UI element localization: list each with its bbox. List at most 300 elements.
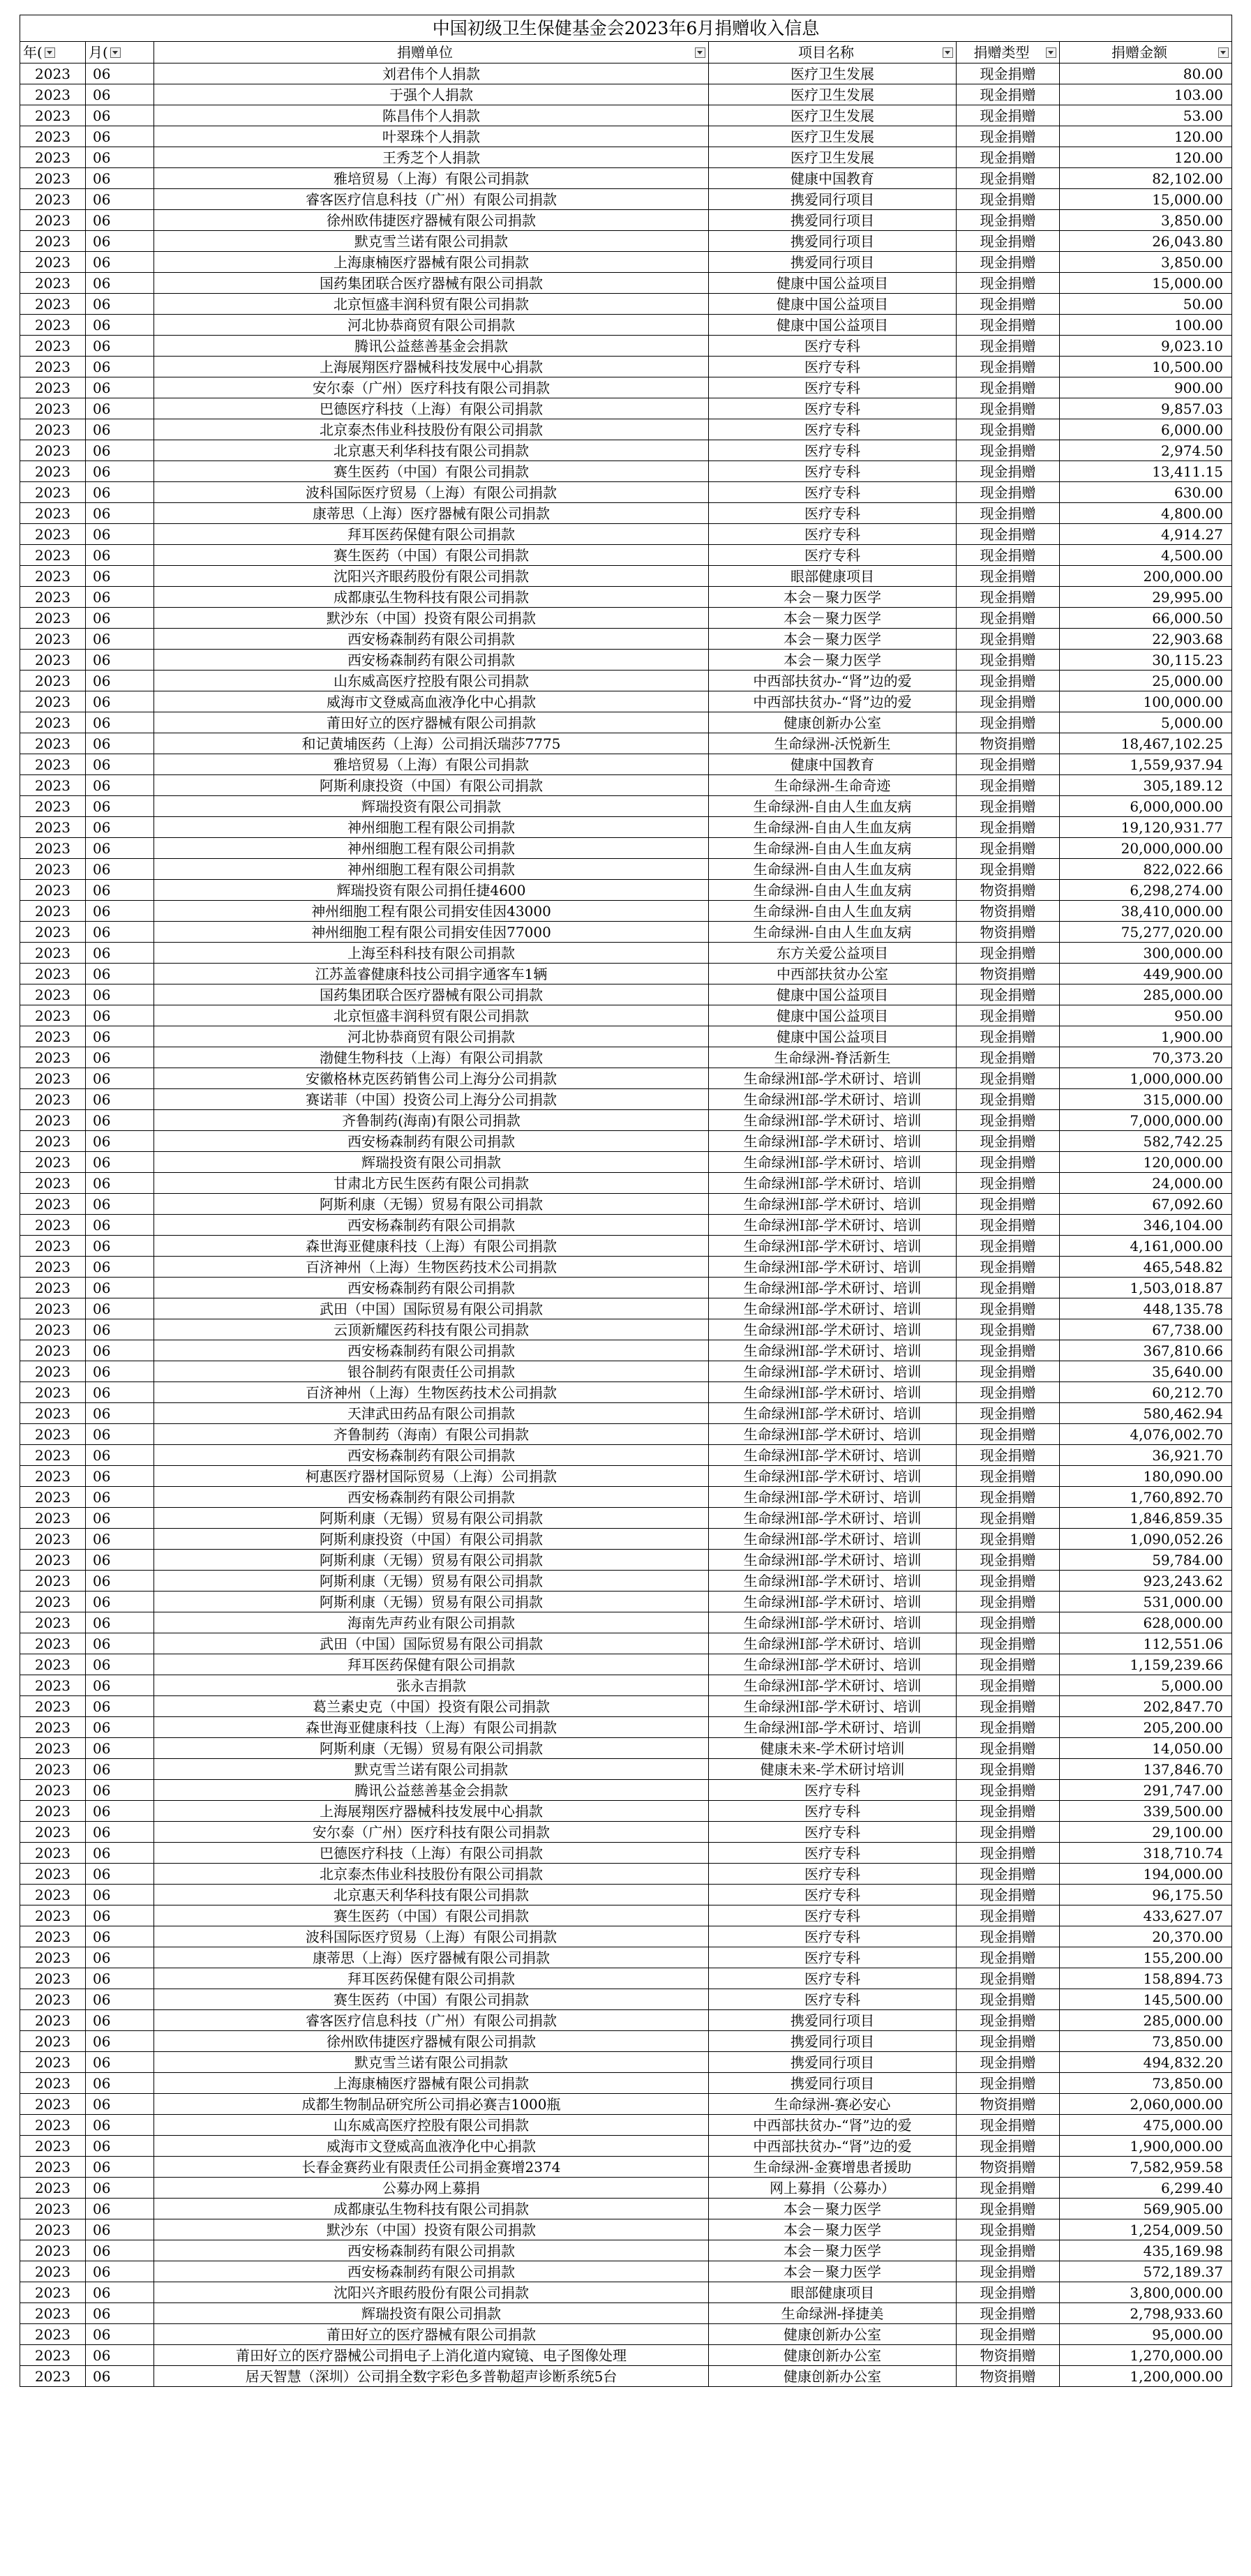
cell-type[interactable]: 现金捐赠 [957, 1278, 1060, 1298]
cell-year[interactable]: 2023 [20, 252, 86, 273]
cell-amount[interactable]: 59,784.00 [1060, 1550, 1232, 1571]
cell-type[interactable]: 现金捐赠 [957, 1173, 1060, 1194]
cell-year[interactable]: 2023 [20, 1780, 86, 1801]
cell-year[interactable]: 2023 [20, 796, 86, 817]
cell-year[interactable]: 2023 [20, 2282, 86, 2303]
cell-month[interactable]: 06 [86, 1926, 154, 1947]
cell-month[interactable]: 06 [86, 377, 154, 398]
cell-donor[interactable]: 默克雪兰诺有限公司捐款 [154, 1759, 709, 1780]
cell-amount[interactable]: 75,277,020.00 [1060, 922, 1232, 943]
cell-donor[interactable]: 神州细胞工程有限公司捐款 [154, 817, 709, 838]
cell-amount[interactable]: 5,000.00 [1060, 1675, 1232, 1696]
cell-project[interactable]: 本会－聚力医学 [709, 629, 957, 650]
cell-month[interactable]: 06 [86, 2115, 154, 2136]
cell-project[interactable]: 医疗专科 [709, 1905, 957, 1926]
cell-project[interactable]: 医疗专科 [709, 482, 957, 503]
cell-month[interactable]: 06 [86, 1131, 154, 1152]
cell-month[interactable]: 06 [86, 1801, 154, 1822]
table-row[interactable] [20, 2073, 1232, 2094]
table-row[interactable] [20, 398, 1232, 419]
cell-amount[interactable]: 120.00 [1060, 126, 1232, 147]
cell-year[interactable]: 2023 [20, 1236, 86, 1257]
cell-month[interactable]: 06 [86, 398, 154, 419]
cell-project[interactable]: 生命绿洲-脊活新生 [709, 1047, 957, 1068]
table-row[interactable] [20, 336, 1232, 357]
table-row[interactable] [20, 2324, 1232, 2345]
table-row[interactable] [20, 1110, 1232, 1131]
cell-year[interactable]: 2023 [20, 2031, 86, 2052]
table-row[interactable] [20, 1089, 1232, 1110]
cell-donor[interactable]: 北京惠天利华科技有限公司捐款 [154, 440, 709, 461]
cell-type[interactable]: 现金捐赠 [957, 357, 1060, 377]
table-row[interactable] [20, 357, 1232, 377]
cell-donor[interactable]: 公募办网上募捐 [154, 2178, 709, 2199]
cell-donor[interactable]: 西安杨森制药有限公司捐款 [154, 1131, 709, 1152]
cell-year[interactable]: 2023 [20, 1864, 86, 1885]
cell-type[interactable]: 现金捐赠 [957, 2073, 1060, 2094]
cell-type[interactable]: 现金捐赠 [957, 1675, 1060, 1696]
cell-amount[interactable]: 200,000.00 [1060, 566, 1232, 587]
cell-month[interactable]: 06 [86, 1843, 154, 1864]
cell-year[interactable]: 2023 [20, 1361, 86, 1382]
cell-month[interactable]: 06 [86, 587, 154, 608]
cell-month[interactable]: 06 [86, 1968, 154, 1989]
cell-project[interactable]: 携爱同行项目 [709, 210, 957, 231]
cell-project[interactable]: 生命绿洲Ⅰ部-学术研讨、培训 [709, 1529, 957, 1550]
cell-amount[interactable]: 2,060,000.00 [1060, 2094, 1232, 2115]
table-row[interactable] [20, 1947, 1232, 1968]
cell-year[interactable]: 2023 [20, 1885, 86, 1905]
cell-month[interactable]: 06 [86, 608, 154, 629]
cell-type[interactable]: 现金捐赠 [957, 1487, 1060, 1508]
cell-project[interactable]: 医疗专科 [709, 357, 957, 377]
table-row[interactable] [20, 1340, 1232, 1361]
cell-month[interactable]: 06 [86, 1885, 154, 1905]
cell-donor[interactable]: 阿斯利康投资（中国）有限公司捐款 [154, 775, 709, 796]
cell-type[interactable]: 现金捐赠 [957, 1926, 1060, 1947]
cell-donor[interactable]: 莆田好立的医疗器械有限公司捐款 [154, 712, 709, 733]
cell-amount[interactable]: 13,411.15 [1060, 461, 1232, 482]
cell-project[interactable]: 健康中国公益项目 [709, 294, 957, 315]
cell-project[interactable]: 医疗专科 [709, 461, 957, 482]
cell-month[interactable]: 06 [86, 2366, 154, 2387]
cell-year[interactable]: 2023 [20, 273, 86, 294]
cell-amount[interactable]: 628,000.00 [1060, 1612, 1232, 1633]
cell-amount[interactable]: 4,914.27 [1060, 524, 1232, 545]
cell-project[interactable]: 生命绿洲-自由人生血友病 [709, 922, 957, 943]
cell-amount[interactable]: 145,500.00 [1060, 1989, 1232, 2010]
cell-type[interactable]: 现金捐赠 [957, 1633, 1060, 1654]
table-row[interactable] [20, 712, 1232, 733]
cell-type[interactable]: 现金捐赠 [957, 1550, 1060, 1571]
cell-type[interactable]: 现金捐赠 [957, 2010, 1060, 2031]
cell-month[interactable]: 06 [86, 1780, 154, 1801]
cell-month[interactable]: 06 [86, 2199, 154, 2219]
cell-project[interactable]: 医疗专科 [709, 1864, 957, 1885]
cell-amount[interactable]: 1,900.00 [1060, 1026, 1232, 1047]
table-row[interactable] [20, 1215, 1232, 1236]
cell-type[interactable]: 现金捐赠 [957, 545, 1060, 566]
cell-amount[interactable]: 73,850.00 [1060, 2031, 1232, 2052]
cell-amount[interactable]: 194,000.00 [1060, 1864, 1232, 1885]
cell-month[interactable]: 06 [86, 1278, 154, 1298]
cell-type[interactable]: 现金捐赠 [957, 587, 1060, 608]
cell-donor[interactable]: 辉瑞投资有限公司捐款 [154, 2303, 709, 2324]
header-amount[interactable]: 捐赠金额 [1060, 42, 1232, 63]
cell-month[interactable]: 06 [86, 922, 154, 943]
cell-year[interactable]: 2023 [20, 1068, 86, 1089]
cell-year[interactable]: 2023 [20, 2073, 86, 2094]
cell-donor[interactable]: 上海展翔医疗器械科技发展中心捐款 [154, 1801, 709, 1822]
table-row[interactable] [20, 1257, 1232, 1278]
cell-type[interactable]: 现金捐赠 [957, 1215, 1060, 1236]
cell-project[interactable]: 健康未来-学术研讨培训 [709, 1738, 957, 1759]
table-row[interactable] [20, 2240, 1232, 2261]
cell-year[interactable]: 2023 [20, 984, 86, 1005]
table-row[interactable] [20, 1487, 1232, 1508]
header-month[interactable]: 月( [86, 42, 154, 63]
table-row[interactable] [20, 1612, 1232, 1633]
cell-project[interactable]: 中西部扶贫办-“肾”边的爱 [709, 2136, 957, 2157]
cell-project[interactable]: 生命绿洲Ⅰ部-学术研讨、培训 [709, 1173, 957, 1194]
cell-donor[interactable]: 辉瑞投资有限公司捐款 [154, 796, 709, 817]
cell-amount[interactable]: 1,200,000.00 [1060, 2366, 1232, 2387]
cell-month[interactable]: 06 [86, 2157, 154, 2178]
cell-month[interactable]: 06 [86, 84, 154, 105]
cell-donor[interactable]: 神州细胞工程有限公司捐款 [154, 838, 709, 859]
cell-donor[interactable]: 国药集团联合医疗器械有限公司捐款 [154, 273, 709, 294]
cell-project[interactable]: 医疗卫生发展 [709, 126, 957, 147]
cell-year[interactable]: 2023 [20, 1926, 86, 1947]
cell-year[interactable]: 2023 [20, 503, 86, 524]
cell-project[interactable]: 生命绿洲Ⅰ部-学术研讨、培训 [709, 1571, 957, 1592]
cell-project[interactable]: 生命绿洲-自由人生血友病 [709, 838, 957, 859]
cell-month[interactable]: 06 [86, 168, 154, 189]
table-row[interactable] [20, 1445, 1232, 1466]
table-row[interactable] [20, 440, 1232, 461]
cell-amount[interactable]: 67,092.60 [1060, 1194, 1232, 1215]
cell-year[interactable]: 2023 [20, 315, 86, 336]
table-row[interactable] [20, 587, 1232, 608]
cell-type[interactable]: 现金捐赠 [957, 1864, 1060, 1885]
cell-project[interactable]: 生命绿洲Ⅰ部-学术研讨、培训 [709, 1466, 957, 1487]
cell-type[interactable]: 现金捐赠 [957, 650, 1060, 671]
cell-type[interactable]: 现金捐赠 [957, 419, 1060, 440]
cell-amount[interactable]: 569,905.00 [1060, 2199, 1232, 2219]
cell-donor[interactable]: 辉瑞投资有限公司捐款 [154, 1152, 709, 1173]
cell-amount[interactable]: 29,100.00 [1060, 1822, 1232, 1843]
table-row[interactable] [20, 691, 1232, 712]
cell-month[interactable]: 06 [86, 1989, 154, 2010]
cell-donor[interactable]: 赛生医药（中国）有限公司捐款 [154, 1989, 709, 2010]
cell-type[interactable]: 现金捐赠 [957, 336, 1060, 357]
cell-month[interactable]: 06 [86, 2052, 154, 2073]
cell-year[interactable]: 2023 [20, 2010, 86, 2031]
cell-month[interactable]: 06 [86, 817, 154, 838]
filter-dropdown-icon[interactable] [695, 47, 705, 58]
cell-year[interactable]: 2023 [20, 901, 86, 922]
table-row[interactable] [20, 1759, 1232, 1780]
cell-year[interactable]: 2023 [20, 629, 86, 650]
cell-type[interactable]: 现金捐赠 [957, 1885, 1060, 1905]
cell-month[interactable]: 06 [86, 1738, 154, 1759]
cell-amount[interactable]: 25,000.00 [1060, 671, 1232, 691]
cell-project[interactable]: 本会－聚力医学 [709, 587, 957, 608]
cell-month[interactable]: 06 [86, 440, 154, 461]
cell-year[interactable]: 2023 [20, 1466, 86, 1487]
cell-type[interactable]: 现金捐赠 [957, 2115, 1060, 2136]
cell-amount[interactable]: 70,373.20 [1060, 1047, 1232, 1068]
cell-donor[interactable]: 武田（中国）国际贸易有限公司捐款 [154, 1298, 709, 1319]
cell-amount[interactable]: 1,559,937.94 [1060, 754, 1232, 775]
cell-year[interactable]: 2023 [20, 84, 86, 105]
cell-project[interactable]: 眼部健康项目 [709, 2282, 957, 2303]
cell-month[interactable]: 06 [86, 1864, 154, 1885]
cell-type[interactable]: 现金捐赠 [957, 1047, 1060, 1068]
cell-donor[interactable]: 沈阳兴齐眼药股份有限公司捐款 [154, 566, 709, 587]
cell-type[interactable]: 现金捐赠 [957, 1403, 1060, 1424]
cell-month[interactable]: 06 [86, 1236, 154, 1257]
cell-donor[interactable]: 北京泰杰伟业科技股份有限公司捐款 [154, 419, 709, 440]
cell-project[interactable]: 医疗专科 [709, 1926, 957, 1947]
table-row[interactable] [20, 1885, 1232, 1905]
cell-type[interactable]: 现金捐赠 [957, 1152, 1060, 1173]
table-row[interactable] [20, 1152, 1232, 1173]
cell-project[interactable]: 医疗专科 [709, 1989, 957, 2010]
cell-type[interactable]: 现金捐赠 [957, 1319, 1060, 1340]
cell-project[interactable]: 生命绿洲Ⅰ部-学术研讨、培训 [709, 1487, 957, 1508]
cell-amount[interactable]: 923,243.62 [1060, 1571, 1232, 1592]
cell-amount[interactable]: 67,738.00 [1060, 1319, 1232, 1340]
cell-month[interactable]: 06 [86, 1717, 154, 1738]
cell-amount[interactable]: 6,298,274.00 [1060, 880, 1232, 901]
cell-month[interactable]: 06 [86, 1089, 154, 1110]
cell-amount[interactable]: 15,000.00 [1060, 273, 1232, 294]
cell-project[interactable]: 医疗专科 [709, 1801, 957, 1822]
cell-year[interactable]: 2023 [20, 210, 86, 231]
cell-amount[interactable]: 112,551.06 [1060, 1633, 1232, 1654]
cell-type[interactable]: 现金捐赠 [957, 524, 1060, 545]
cell-month[interactable]: 06 [86, 859, 154, 880]
table-row[interactable] [20, 126, 1232, 147]
cell-type[interactable]: 现金捐赠 [957, 1340, 1060, 1361]
cell-amount[interactable]: 339,500.00 [1060, 1801, 1232, 1822]
cell-type[interactable]: 现金捐赠 [957, 1780, 1060, 1801]
cell-year[interactable]: 2023 [20, 608, 86, 629]
cell-donor[interactable]: 于强个人捐款 [154, 84, 709, 105]
cell-year[interactable]: 2023 [20, 545, 86, 566]
cell-amount[interactable]: 6,299.40 [1060, 2178, 1232, 2199]
cell-donor[interactable]: 拜耳医药保健有限公司捐款 [154, 1968, 709, 1989]
table-row[interactable] [20, 775, 1232, 796]
cell-donor[interactable]: 山东威高医疗控股有限公司捐款 [154, 2115, 709, 2136]
cell-month[interactable]: 06 [86, 2324, 154, 2345]
cell-project[interactable]: 医疗卫生发展 [709, 63, 957, 84]
cell-type[interactable]: 现金捐赠 [957, 126, 1060, 147]
cell-year[interactable]: 2023 [20, 1675, 86, 1696]
cell-month[interactable]: 06 [86, 1445, 154, 1466]
cell-month[interactable]: 06 [86, 357, 154, 377]
cell-year[interactable]: 2023 [20, 1801, 86, 1822]
cell-amount[interactable]: 82,102.00 [1060, 168, 1232, 189]
table-row[interactable] [20, 566, 1232, 587]
table-row[interactable] [20, 1571, 1232, 1592]
cell-type[interactable]: 现金捐赠 [957, 1571, 1060, 1592]
cell-project[interactable]: 生命绿洲Ⅰ部-学术研讨、培训 [709, 1612, 957, 1633]
table-row[interactable] [20, 650, 1232, 671]
cell-month[interactable]: 06 [86, 566, 154, 587]
cell-project[interactable]: 生命绿洲Ⅰ部-学术研讨、培训 [709, 1236, 957, 1257]
cell-year[interactable]: 2023 [20, 440, 86, 461]
cell-type[interactable]: 现金捐赠 [957, 671, 1060, 691]
cell-amount[interactable]: 73,850.00 [1060, 2073, 1232, 2094]
cell-donor[interactable]: 康蒂思（上海）医疗器械有限公司捐款 [154, 503, 709, 524]
cell-month[interactable]: 06 [86, 273, 154, 294]
cell-type[interactable]: 现金捐赠 [957, 1968, 1060, 1989]
table-row[interactable] [20, 2366, 1232, 2387]
cell-amount[interactable]: 950.00 [1060, 1005, 1232, 1026]
cell-year[interactable]: 2023 [20, 2136, 86, 2157]
cell-project[interactable]: 东方关爱公益项目 [709, 943, 957, 964]
cell-month[interactable]: 06 [86, 545, 154, 566]
cell-amount[interactable]: 285,000.00 [1060, 2010, 1232, 2031]
cell-project[interactable]: 医疗专科 [709, 1822, 957, 1843]
cell-year[interactable]: 2023 [20, 105, 86, 126]
cell-donor[interactable]: 上海康楠医疗器械有限公司捐款 [154, 2073, 709, 2094]
cell-type[interactable]: 现金捐赠 [957, 2261, 1060, 2282]
table-row[interactable] [20, 1005, 1232, 1026]
table-row[interactable] [20, 1194, 1232, 1215]
cell-donor[interactable]: 神州细胞工程有限公司捐安佳因77000 [154, 922, 709, 943]
cell-year[interactable]: 2023 [20, 1822, 86, 1843]
cell-year[interactable]: 2023 [20, 1989, 86, 2010]
cell-month[interactable]: 06 [86, 943, 154, 964]
cell-year[interactable]: 2023 [20, 1843, 86, 1864]
cell-year[interactable]: 2023 [20, 1633, 86, 1654]
cell-month[interactable]: 06 [86, 1194, 154, 1215]
cell-project[interactable]: 生命绿洲-自由人生血友病 [709, 817, 957, 838]
cell-donor[interactable]: 天津武田药品有限公司捐款 [154, 1403, 709, 1424]
cell-amount[interactable]: 22,903.68 [1060, 629, 1232, 650]
table-row[interactable] [20, 2094, 1232, 2115]
cell-amount[interactable]: 494,832.20 [1060, 2052, 1232, 2073]
cell-year[interactable]: 2023 [20, 1257, 86, 1278]
cell-type[interactable]: 现金捐赠 [957, 1696, 1060, 1717]
cell-year[interactable]: 2023 [20, 63, 86, 84]
cell-year[interactable]: 2023 [20, 419, 86, 440]
cell-month[interactable]: 06 [86, 1466, 154, 1487]
header-year[interactable]: 年( [20, 42, 86, 63]
cell-type[interactable]: 物资捐赠 [957, 964, 1060, 984]
table-row[interactable] [20, 2157, 1232, 2178]
cell-donor[interactable]: 安尔泰（广州）医疗科技有限公司捐款 [154, 1822, 709, 1843]
table-row[interactable] [20, 1403, 1232, 1424]
table-row[interactable] [20, 273, 1232, 294]
cell-amount[interactable]: 435,169.98 [1060, 2240, 1232, 2261]
cell-amount[interactable]: 367,810.66 [1060, 1340, 1232, 1361]
cell-month[interactable]: 06 [86, 2073, 154, 2094]
cell-type[interactable]: 现金捐赠 [957, 608, 1060, 629]
cell-donor[interactable]: 甘肃北方民生医药有限公司捐款 [154, 1173, 709, 1194]
cell-year[interactable]: 2023 [20, 1947, 86, 1968]
cell-donor[interactable]: 赛生医药（中国）有限公司捐款 [154, 1905, 709, 1926]
cell-amount[interactable]: 3,850.00 [1060, 210, 1232, 231]
cell-month[interactable]: 06 [86, 1424, 154, 1445]
cell-amount[interactable]: 103.00 [1060, 84, 1232, 105]
cell-donor[interactable]: 西安杨森制药有限公司捐款 [154, 1487, 709, 1508]
cell-amount[interactable]: 475,000.00 [1060, 2115, 1232, 2136]
cell-year[interactable]: 2023 [20, 671, 86, 691]
cell-year[interactable]: 2023 [20, 1529, 86, 1550]
cell-month[interactable]: 06 [86, 2261, 154, 2282]
cell-amount[interactable]: 1,760,892.70 [1060, 1487, 1232, 1508]
cell-donor[interactable]: 上海展翔医疗器械科技发展中心捐款 [154, 357, 709, 377]
cell-donor[interactable]: 波科国际医疗贸易（上海）有限公司捐款 [154, 1926, 709, 1947]
cell-project[interactable]: 生命绿洲Ⅰ部-学术研讨、培训 [709, 1696, 957, 1717]
cell-project[interactable]: 生命绿洲-赛必安心 [709, 2094, 957, 2115]
cell-type[interactable]: 现金捐赠 [957, 2136, 1060, 2157]
cell-donor[interactable]: 森世海亚健康科技（上海）有限公司捐款 [154, 1717, 709, 1738]
cell-amount[interactable]: 3,850.00 [1060, 252, 1232, 273]
table-row[interactable] [20, 1047, 1232, 1068]
cell-donor[interactable]: 西安杨森制药有限公司捐款 [154, 1340, 709, 1361]
cell-amount[interactable]: 2,974.50 [1060, 440, 1232, 461]
cell-month[interactable]: 06 [86, 1110, 154, 1131]
table-row[interactable] [20, 1068, 1232, 1089]
cell-year[interactable]: 2023 [20, 524, 86, 545]
cell-amount[interactable]: 315,000.00 [1060, 1089, 1232, 1110]
cell-project[interactable]: 生命绿洲Ⅰ部-学术研讨、培训 [709, 1257, 957, 1278]
cell-project[interactable]: 携爱同行项目 [709, 2073, 957, 2094]
table-row[interactable] [20, 1843, 1232, 1864]
cell-donor[interactable]: 拜耳医药保健有限公司捐款 [154, 1654, 709, 1675]
cell-year[interactable]: 2023 [20, 2199, 86, 2219]
table-row[interactable] [20, 2052, 1232, 2073]
cell-amount[interactable]: 100,000.00 [1060, 691, 1232, 712]
cell-month[interactable]: 06 [86, 1508, 154, 1529]
cell-type[interactable]: 现金捐赠 [957, 1361, 1060, 1382]
cell-donor[interactable]: 葛兰素史克（中国）投资有限公司捐款 [154, 1696, 709, 1717]
cell-type[interactable]: 现金捐赠 [957, 2199, 1060, 2219]
cell-project[interactable]: 本会－聚力医学 [709, 608, 957, 629]
table-row[interactable] [20, 2303, 1232, 2324]
table-row[interactable] [20, 1989, 1232, 2010]
cell-type[interactable]: 现金捐赠 [957, 796, 1060, 817]
cell-month[interactable]: 06 [86, 1068, 154, 1089]
cell-project[interactable]: 健康创新办公室 [709, 2345, 957, 2366]
cell-amount[interactable]: 900.00 [1060, 377, 1232, 398]
cell-donor[interactable]: 和记黄埔医药（上海）公司捐沃瑞莎7775 [154, 733, 709, 754]
cell-amount[interactable]: 100.00 [1060, 315, 1232, 336]
cell-type[interactable]: 现金捐赠 [957, 984, 1060, 1005]
cell-donor[interactable]: 康蒂思（上海）医疗器械有限公司捐款 [154, 1947, 709, 1968]
cell-year[interactable]: 2023 [20, 377, 86, 398]
table-row[interactable] [20, 1633, 1232, 1654]
cell-type[interactable]: 现金捐赠 [957, 2324, 1060, 2345]
table-row[interactable] [20, 1529, 1232, 1550]
cell-project[interactable]: 生命绿洲Ⅰ部-学术研讨、培训 [709, 1278, 957, 1298]
cell-amount[interactable]: 20,370.00 [1060, 1926, 1232, 1947]
cell-amount[interactable]: 180,090.00 [1060, 1466, 1232, 1487]
cell-amount[interactable]: 155,200.00 [1060, 1947, 1232, 1968]
cell-amount[interactable]: 433,627.07 [1060, 1905, 1232, 1926]
cell-year[interactable]: 2023 [20, 482, 86, 503]
table-row[interactable] [20, 1382, 1232, 1403]
cell-month[interactable]: 06 [86, 63, 154, 84]
cell-type[interactable]: 现金捐赠 [957, 440, 1060, 461]
cell-project[interactable]: 生命绿洲Ⅰ部-学术研讨、培训 [709, 1194, 957, 1215]
cell-type[interactable]: 现金捐赠 [957, 1717, 1060, 1738]
